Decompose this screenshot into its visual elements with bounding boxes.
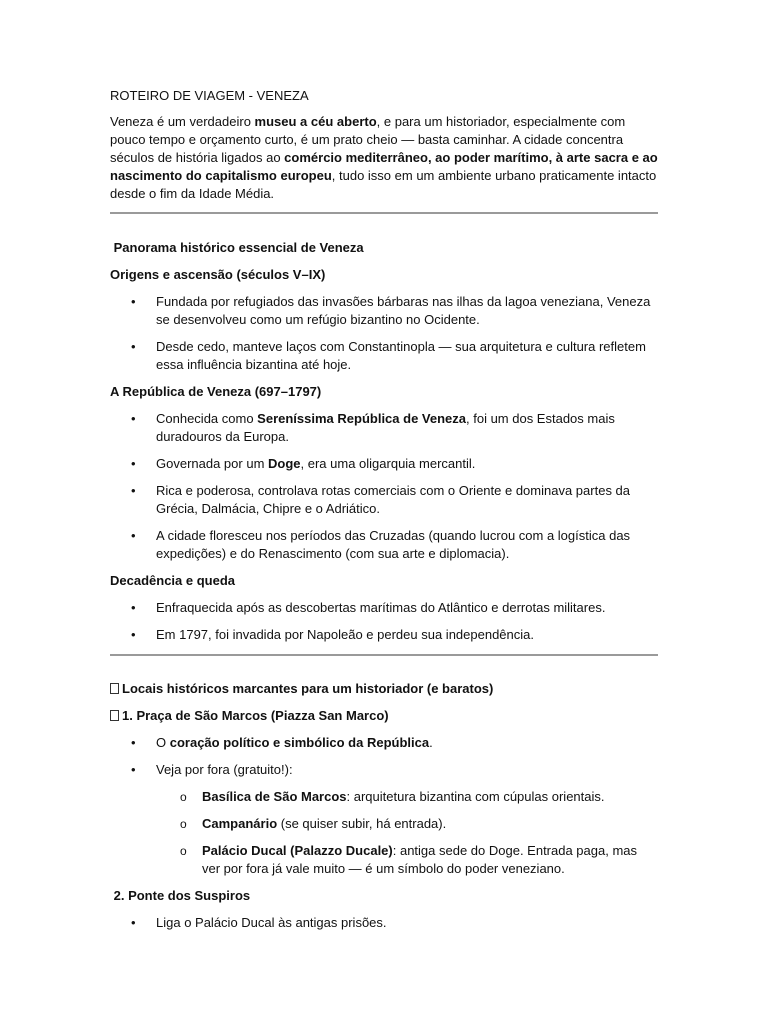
section-heading-panorama: Panorama histórico essencial de Veneza <box>110 240 364 255</box>
item-emphasis: Sereníssima República de Veneza <box>257 411 466 426</box>
sublist-item <box>110 815 658 833</box>
subheading-origens: Origens e ascensão (séculos V–IX) <box>110 267 326 282</box>
item-emphasis: Palácio Ducal (Palazzo Ducale) <box>202 843 393 858</box>
subheading-praca <box>110 707 658 725</box>
list-item: • Veja por fora (gratuito!): <box>110 761 658 779</box>
sublist-praca <box>110 788 658 878</box>
item-emphasis: Doge <box>268 456 301 471</box>
horizontal-rule <box>110 212 658 214</box>
item-text: Conhecida como <box>156 411 258 426</box>
item-text: (se quiser subir, há entrada). <box>277 816 447 831</box>
missing-glyph-icon <box>110 710 119 721</box>
item-text: Governada por um <box>156 456 269 471</box>
item-text: , foi um dos Estados mais duradouros da Europa. <box>156 411 615 444</box>
sublist-item <box>110 842 658 878</box>
item-emphasis: Basílica de São Marcos <box>202 789 347 804</box>
document-page <box>110 80 658 932</box>
document-title: ROTEIRO DE VIAGEM - VENEZA <box>110 88 309 103</box>
item-text: : arquitetura bizantina com cúpulas orientais. <box>346 789 605 804</box>
sublist-item <box>110 788 658 806</box>
item-text: , era uma oligarquia mercantil. <box>300 456 476 471</box>
list-item: • Fundada por refugiados das invasões bárbaras nas ilhas da lagoa veneziana, Veneza se desenvolveu como um refúgio bizantino no Ocidente. <box>110 293 658 329</box>
item-text: O <box>156 735 170 750</box>
section-heading-locais <box>110 680 658 698</box>
list-item <box>110 734 658 752</box>
list-origens <box>110 293 658 374</box>
intro-emphasis: comércio mediterrâneo, ao poder marítimo, à arte sacra e ao nascimento do capitalismo europeu <box>110 150 658 183</box>
list-praca <box>110 734 658 779</box>
subheading-ponte: 2. Ponte dos Suspiros <box>110 888 251 903</box>
subheading-republica: A República de Veneza (697–1797) <box>110 384 322 399</box>
heading-text: Locais históricos marcantes para um historiador (e baratos) <box>122 681 494 696</box>
horizontal-rule <box>110 654 658 656</box>
subheading-decadencia: Decadência e queda <box>110 573 235 588</box>
list-item: • Em 1797, foi invadida por Napoleão e perdeu sua independência. <box>110 626 658 644</box>
list-ponte <box>110 914 658 932</box>
intro-emphasis: museu a céu aberto <box>254 114 377 129</box>
list-item <box>110 410 658 446</box>
missing-glyph-icon <box>110 683 119 694</box>
intro-paragraph <box>110 113 658 203</box>
intro-text: , e para um historiador, especialmente com pouco tempo e orçamento curto, é um prato cheio — basta caminhar. A cidade concentra séculos de história ligados ao <box>110 114 626 165</box>
intro-text: Veneza é um verdadeiro <box>110 114 255 129</box>
item-text: : antiga sede do Doge. Entrada paga, mas ver por fora já vale muito — é um símbolo do poder veneziano. <box>202 843 638 876</box>
list-republica <box>110 410 658 563</box>
item-emphasis: coração político e simbólico da República <box>169 735 430 750</box>
list-item <box>110 455 658 473</box>
list-item: • Desde cedo, manteve laços com Constantinopla — sua arquitetura e cultura refletem essa influência bizantina até hoje. <box>110 338 658 374</box>
list-item: • A cidade floresceu nos períodos das Cruzadas (quando lucrou com a logística das expedições) e do Renascimento (com sua arte e diplomacia). <box>110 527 658 563</box>
item-text: . <box>429 735 433 750</box>
list-decadencia <box>110 599 658 644</box>
list-item: • Liga o Palácio Ducal às antigas prisões. <box>110 914 658 932</box>
heading-text: 1. Praça de São Marcos (Piazza San Marco) <box>122 708 389 723</box>
list-item: • Rica e poderosa, controlava rotas comerciais com o Oriente e dominava partes da Grécia, Dalmácia, Chipre e o Adriático. <box>110 482 658 518</box>
item-emphasis: Campanário <box>202 816 278 831</box>
list-item: • Enfraquecida após as descobertas marítimas do Atlântico e derrotas militares. <box>110 599 658 617</box>
intro-text: , tudo isso em um ambiente urbano praticamente intacto desde o fim da Idade Média. <box>110 168 657 201</box>
